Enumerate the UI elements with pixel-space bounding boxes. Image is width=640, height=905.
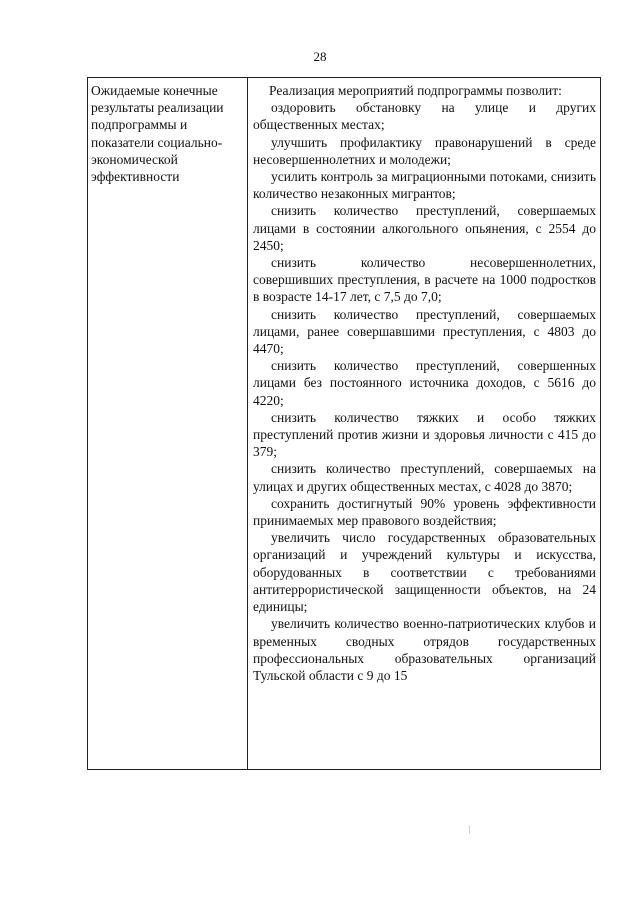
list-item: снизить количество тяжких и особо тяжких преступлений против жизни и здоровья личности с 415 до 379; bbox=[253, 409, 596, 460]
table-label-cell bbox=[88, 78, 248, 769]
intro-paragraph: Реализация мероприятий подпрограммы позволит: bbox=[269, 83, 562, 98]
list-item: снизить количество преступлений, совершаемых лицами, ранее совершавшими преступления, с 4803 до 4470; bbox=[253, 306, 596, 357]
list-item: снизить количество преступлений, совершенных лицами без постоянного источника доходов, с 5616 до 4220; bbox=[253, 358, 596, 408]
list-item: снизить количество преступлений, совершаемых на улицах и других общественных местах, с 4028 до 3870; bbox=[253, 461, 596, 494]
page-number: 28 bbox=[313, 49, 327, 64]
section-label: Ожидаемые конечные результаты реализации подпрограммы и показатели социально-экономической эффективности bbox=[91, 83, 224, 185]
list-item: усилить контроль за миграционными потоками, снизить количество незаконных мигрантов; bbox=[253, 169, 596, 202]
scan-artifact bbox=[469, 826, 470, 834]
list-item: снизить количество преступлений, совершаемых лицами в состоянии алкогольного опьянения, с 2554 до 2450; bbox=[253, 203, 596, 253]
list-item: увеличить количество военно-патриотических клубов и временных сводных отрядов государственных профессиональных образовательных организаций Тульской области с 9 до 15 bbox=[253, 616, 596, 683]
content-table bbox=[87, 77, 601, 770]
list-item: улучшить профилактику правонарушений в среде несовершеннолетних и молодежи; bbox=[253, 134, 596, 167]
list-item: снизить количество несовершеннолетних, совершивших преступления, в расчете на 1000 подростков в возрасте 14-17 лет, с 7,5 до 7,0; bbox=[253, 255, 596, 305]
list-item: оздоровить обстановку на улице и других общественных местах; bbox=[253, 100, 596, 133]
table-content-cell bbox=[248, 78, 600, 769]
list-item: сохранить достигнутый 90% уровень эффективности принимаемых мер правового воздействия; bbox=[253, 495, 596, 529]
list-item: увеличить число государственных образовательных организаций и учреждений культуры и искусства, оборудованных в соответствии с требованиями антитеррористической защищенности объектов, на 24 единицы; bbox=[253, 530, 596, 615]
